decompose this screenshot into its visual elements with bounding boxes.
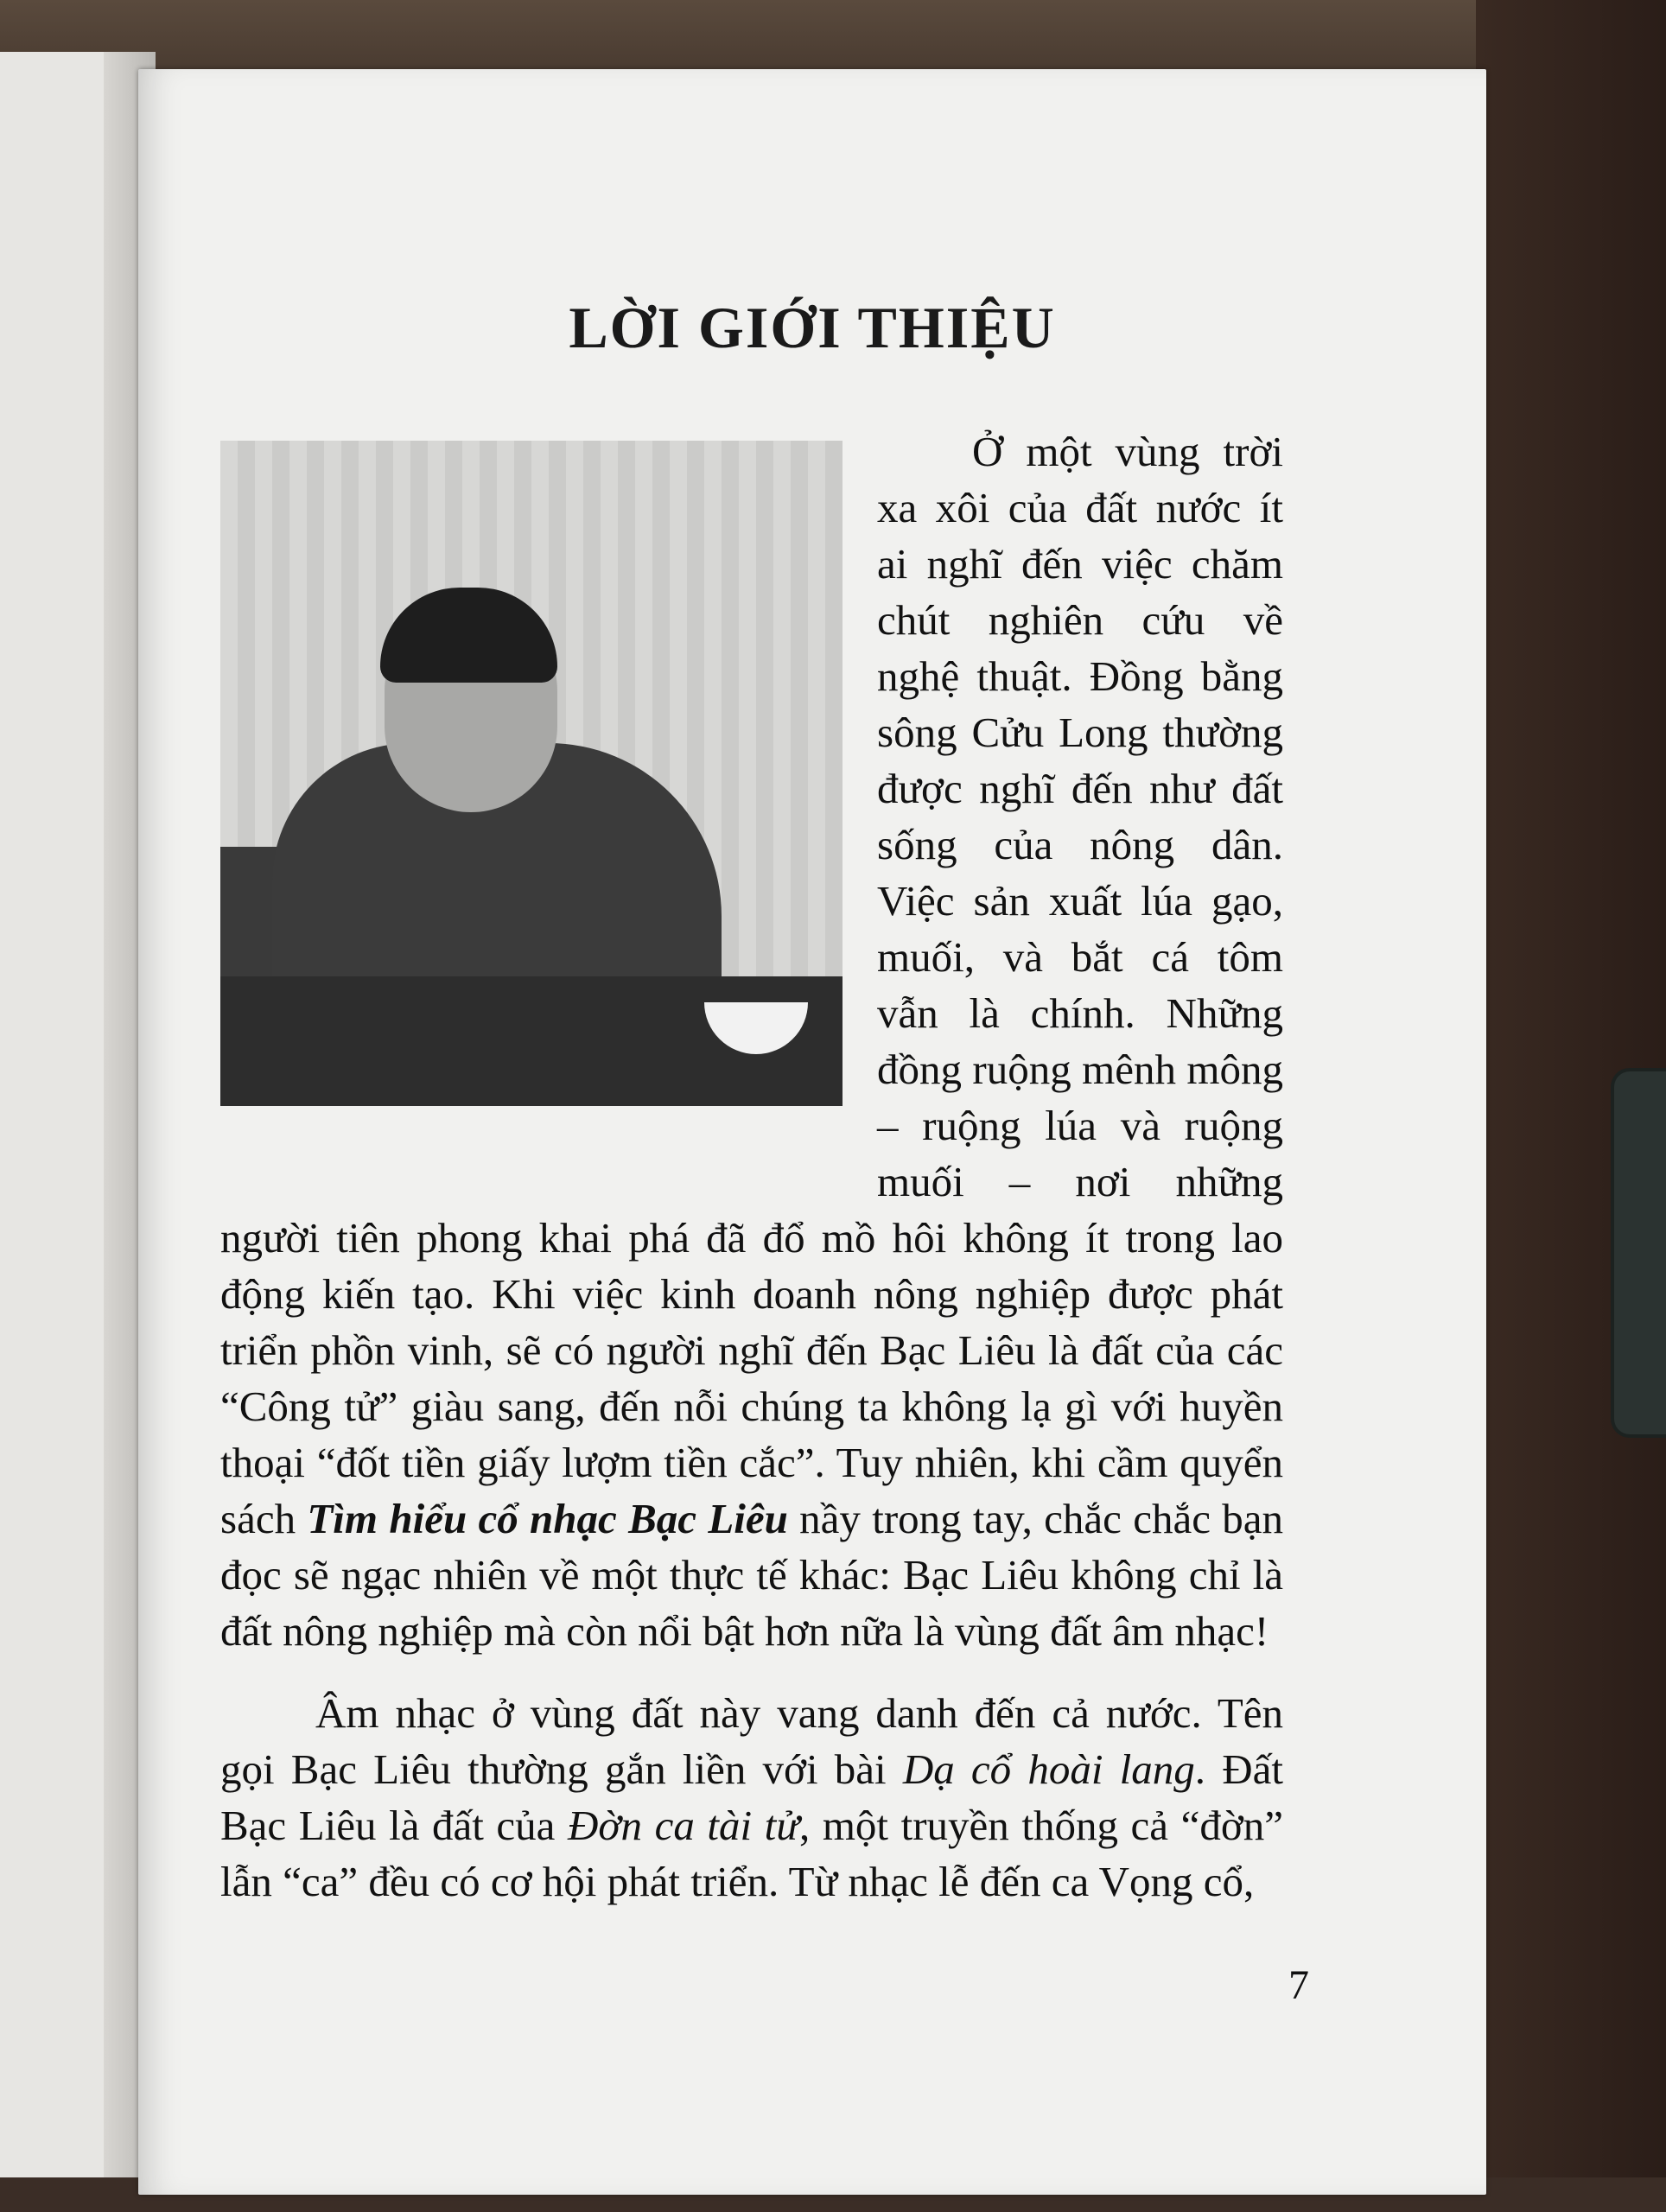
paragraph-music [220,1685,1283,1910]
page-number: 7 [1288,1962,1309,2008]
book-page [138,69,1486,2195]
paragraph-intro-text-b: nầy trong tay, chắc chắc bạn đọc sẽ ngạc nhiên về một thực tế khác: Bạc Liêu không chỉ là đất nông nghiệp mà còn nổi bật hơn nữa là vùng đất âm nhạc! [220,1495,1283,1655]
book-title-emphasis: Tìm hiểu cổ nhạc Bạc Liêu [307,1495,788,1542]
paragraph-intro-text-a: Ở một vùng trời xa xôi của đất nước ít ai nghĩ đến việc chăm chút nghiên cứu về nghệ thuật. Đồng bằng sông Cửu Long thường được nghĩ đến như đất sống của nông dân. Việc sản xuất lúa gạo, muối, và bắt cá tôm vẫn là chính. Những đồng ruộng mênh mông – ruộng lúa và ruộng muối – nơi những người tiên phong khai phá đã đổ mồ hôi không ít trong lao động kiến tạo. Khi việc kinh doanh nông nghiệp được phát triển phồn vinh, sẽ có người nghĩ đến Bạc Liêu là đất của các “Công tử” giàu sang, đến nỗi chúng ta không lạ gì với huyền thoại “đốt tiền giấy lượm tiền cắc”. Tuy nhiên, khi cầm quyển sách [220,428,1283,1542]
genre-emphasis: Đờn ca tài tử [567,1802,800,1849]
paragraph-music-text-a: Âm nhạc ở vùng đất này vang danh đến cả nước. Tên gọi Bạc Liêu thường gắn liền với bài [220,1689,1283,1793]
song-title-emphasis: Dạ cổ hoài lang [902,1745,1195,1793]
paragraph-intro [220,423,1283,1659]
page-title: LỜI GIỚI THIỆU [569,295,1056,360]
phone-object [1614,1071,1666,1434]
paragraph-music-text-b: . Đất Bạc Liêu là đất của [220,1745,1283,1849]
paragraph-music-text-c: , một truyền thống cả “đờn” lẫn “ca” đều có cơ hội phát triển. Từ nhạc lễ đến ca Vọng cổ, [220,1802,1283,1905]
